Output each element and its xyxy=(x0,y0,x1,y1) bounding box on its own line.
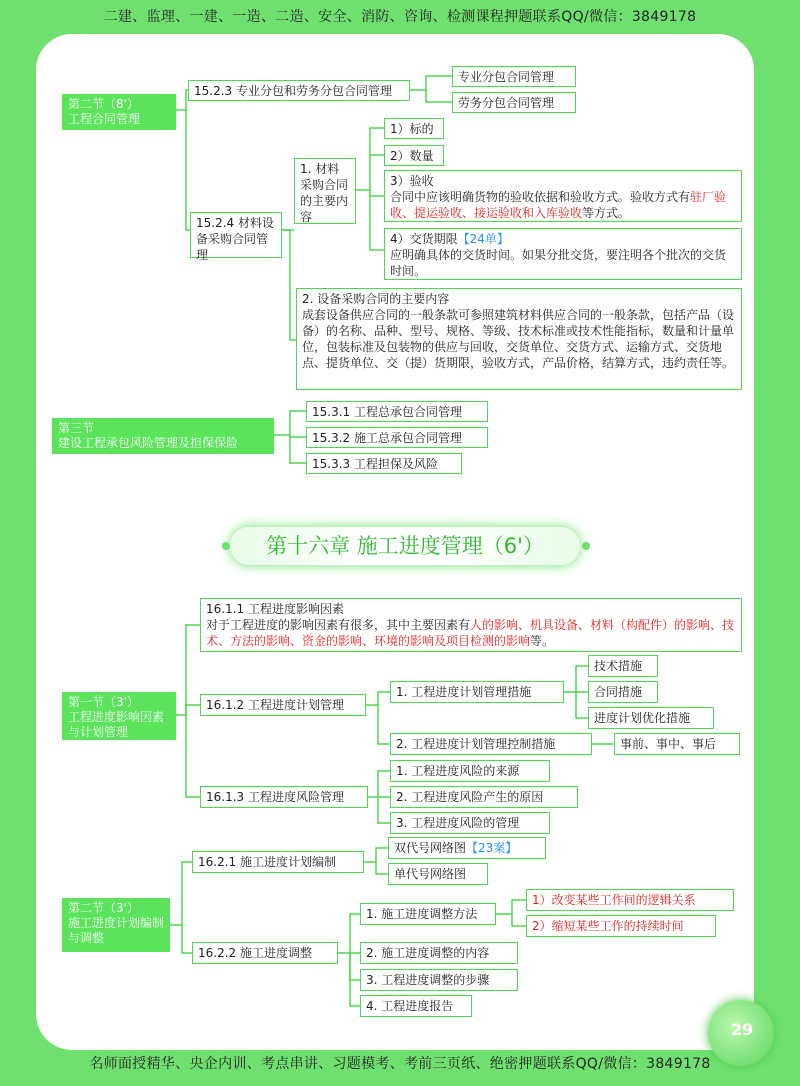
n1611-title: 16.1.1 工程进度影响因素 xyxy=(206,602,344,616)
node-16-1-2: 16.1.2 工程进度计划管理 xyxy=(200,694,366,716)
node-16-2-1: 16.2.1 施工进度计划编制 xyxy=(192,851,364,873)
section-2-name: 工程合同管理 xyxy=(68,112,141,126)
c16-section-2-box xyxy=(62,898,170,952)
node-labor-subcontract: 劳务分包合同管理 xyxy=(452,92,576,113)
double-code-tag: 【23案】 xyxy=(466,841,518,855)
section-2-title: 第二节（8'） xyxy=(68,97,139,111)
c16-section-1-box xyxy=(62,692,176,740)
node-change-logic: 1）改变某些工作间的逻辑关系 xyxy=(526,889,734,911)
node-15-2-3: 15.2.3 专业分包和劳务分包合同管理 xyxy=(188,80,410,101)
node-optimize-measures: 进度计划优化措施 xyxy=(588,707,714,729)
delivery-title: 4）交货期限 xyxy=(390,232,458,246)
c16-section-2-name: 施工进度计划编制与调整 xyxy=(68,916,165,945)
node-adjust-steps: 3. 工程进度调整的步骤 xyxy=(360,969,518,991)
node-material-contract: 1. 材料采购合同的主要内容 xyxy=(294,158,356,224)
acceptance-text-lead: 合同中应该明确货物的验收依据和验收方式。验收方式有 xyxy=(390,190,691,204)
n1611-text: 对于工程进度的影响因素有很多，其中主要因素有 xyxy=(206,618,471,632)
n1611-tail: 等。 xyxy=(530,634,555,648)
acceptance-methods: 驻厂验收、提运验收、接运验收和入库验收 xyxy=(390,190,727,220)
c16-section-1-name: 工程进度影响因素与计划管理 xyxy=(68,710,165,739)
double-code-label: 双代号网络图 xyxy=(394,841,467,855)
section-2-box xyxy=(62,94,176,130)
node-delivery-term xyxy=(384,228,742,280)
node-shorten-duration: 2）缩短某些工作的持续时间 xyxy=(526,915,716,937)
node-risk-cause: 2. 工程进度风险产生的原因 xyxy=(390,786,578,808)
node-professional-subcontract: 专业分包合同管理 xyxy=(452,66,576,87)
node-15-3-1: 15.3.1 工程总承包合同管理 xyxy=(306,401,488,422)
node-15-3-2: 15.3.2 施工总承包合同管理 xyxy=(306,427,488,448)
node-quantity: 2）数量 xyxy=(384,145,444,166)
node-15-3-3: 15.3.3 工程担保及风险 xyxy=(306,453,462,474)
equipment-title: 2. 设备采购合同的主要内容 xyxy=(302,292,450,306)
node-subject: 1）标的 xyxy=(384,118,444,139)
node-equipment-contract xyxy=(296,288,742,390)
node-adjust-content: 2. 施工进度调整的内容 xyxy=(360,942,518,964)
node-16-2-2: 16.2.2 施工进度调整 xyxy=(192,942,338,964)
node-risk-source: 1. 工程进度风险的来源 xyxy=(390,760,550,782)
node-16-1-3: 16.1.3 工程进度风险管理 xyxy=(200,786,368,808)
section-3-title: 第三节 xyxy=(58,421,95,435)
node-control-measures: 2. 工程进度计划管理控制措施 xyxy=(390,733,592,755)
node-tech-measures: 技术措施 xyxy=(588,655,658,677)
acceptance-title: 3）验收 xyxy=(390,174,434,188)
node-plan-measures: 1. 工程进度计划管理措施 xyxy=(390,681,564,703)
delivery-tag: 【24单】 xyxy=(457,232,509,246)
node-adjust-method: 1. 施工进度调整方法 xyxy=(360,903,496,925)
footer-banner: 名师面授精华、央企内训、考点串讲、习题模考、考前三页纸、绝密押题联系QQ/微信：3849178 xyxy=(89,1056,711,1072)
node-contract-measures: 合同措施 xyxy=(588,681,658,703)
node-double-code-network xyxy=(388,837,546,859)
node-16-1-1 xyxy=(200,598,742,652)
section-3-box xyxy=(52,418,274,454)
delivery-text: 应明确具体的交货时间。如果分批交货，要注明各个批次的交货时间。 xyxy=(390,248,727,278)
chapter-right-dot xyxy=(582,542,590,550)
page-number: 29 xyxy=(731,1020,754,1039)
node-15-2-4: 15.2.4 材料设备采购合同管理 xyxy=(190,212,282,258)
acceptance-text xyxy=(390,189,736,221)
node-single-code-network: 单代号网络图 xyxy=(388,863,488,885)
chapter-title-badge xyxy=(230,527,580,565)
n1611-factors: 人的影响、机具设备、材料（构配件）的影响、技术、方法的影响、资金的影响、环境的影响及项目检测的影响 xyxy=(206,618,735,648)
node-risk-management: 3. 工程进度风险的管理 xyxy=(390,812,550,834)
chapter-title: 第十六章 施工进度管理（6'） xyxy=(266,534,544,558)
node-before-during-after: 事前、事中、事后 xyxy=(614,733,740,755)
node-progress-report: 4. 工程进度报告 xyxy=(360,995,472,1017)
chapter-left-dot xyxy=(222,542,230,550)
c16-section-2-title: 第二节（3'） xyxy=(68,901,139,915)
section-3-name: 建设工程承包风险管理及担保保险 xyxy=(58,436,239,450)
node-acceptance xyxy=(384,170,742,222)
acceptance-tail: 等方式。 xyxy=(582,206,631,220)
c16-section-1-title: 第一节（3'） xyxy=(68,695,139,709)
header-banner: 二建、监理、一建、一造、二造、安全、消防、咨询、检测课程押题联系QQ/微信：3849178 xyxy=(103,9,697,25)
equipment-text: 成套设备供应合同的一般条款可参照建筑材料供应合同的一般条款，包括产品（设备）的名称、品种、型号、规格、等级、技术标准或技术性能指标，数量和计量单位，包装标准及包装物的供应与回收，交货单位、交货方式、运输方式、交货地点、提货单位、交（提）货期限，验收方式，产品价格，结算方式，违约责任等。 xyxy=(302,308,735,370)
